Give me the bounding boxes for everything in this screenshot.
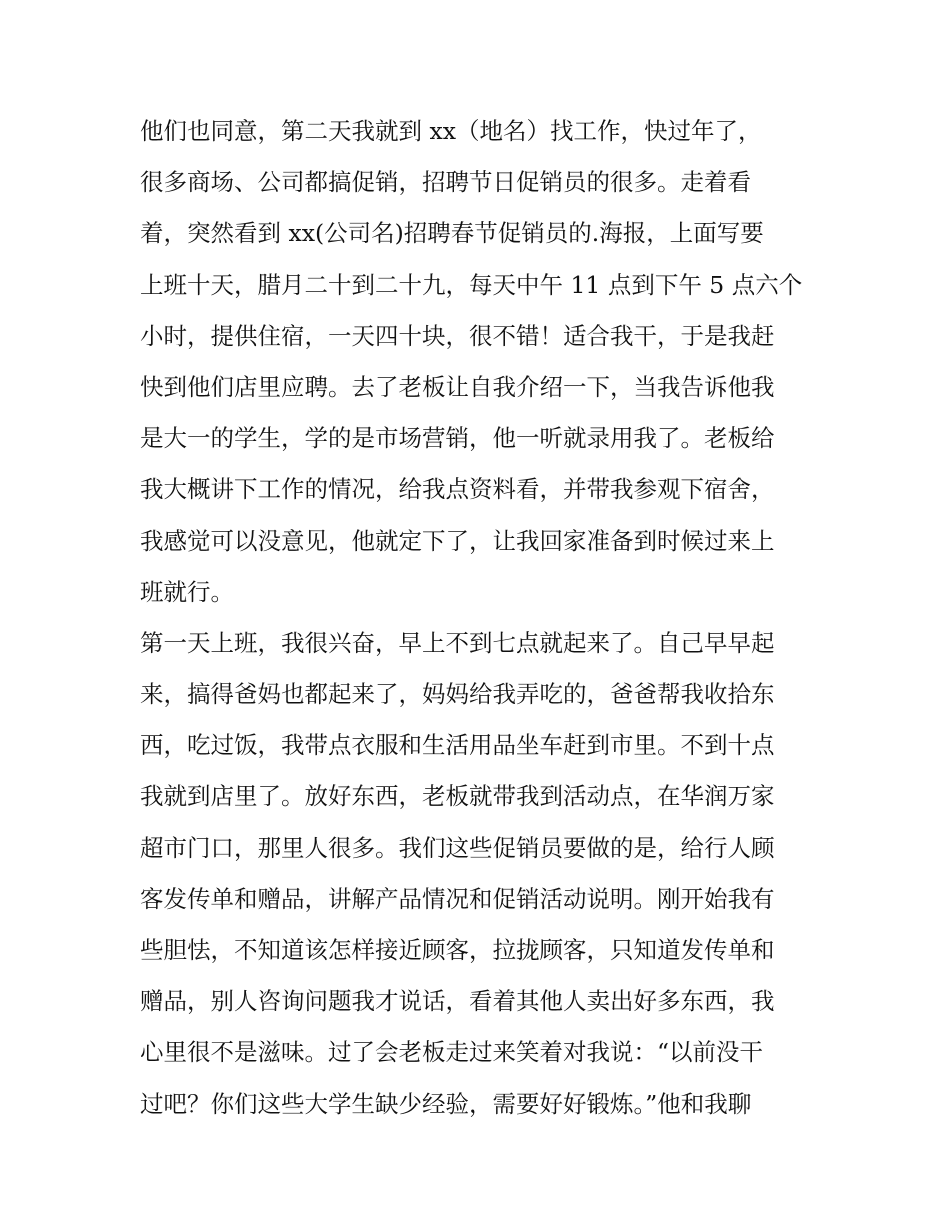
text-line: 超市门口，那里人很多。我们这些促销员要做的是，给行人顾 bbox=[140, 833, 775, 862]
text-line: 赠品，别人咨询问题我才说话，看着其他人卖出好多东西，我 bbox=[140, 987, 775, 1016]
text-line: 我大概讲下工作的情况，给我点资料看，并带我参观下宿舍， bbox=[140, 475, 775, 504]
text-line: 上班十天，腊月二十到二十九，每天中午 11 点到下午 5 点六个 bbox=[140, 270, 803, 299]
text-line: 第一天上班，我很兴奋，早上不到七点就起来了。自己早早起 bbox=[140, 628, 775, 657]
text-line: 很多商场、公司都搞促销，招聘节日促销员的很多。走着看 bbox=[140, 168, 751, 197]
text-line: 客发传单和赠品，讲解产品情况和促销活动说明。刚开始我有 bbox=[140, 884, 775, 913]
text-line: 西，吃过饭，我带点衣服和生活用品坐车赶到市里。不到十点 bbox=[140, 731, 775, 760]
text-line: 小时，提供住宿，一天四十块，很不错！适合我干，于是我赶 bbox=[140, 321, 775, 350]
text-line: 着，突然看到 xx(公司名)招聘春节促销员的.海报，上面写要 bbox=[140, 219, 764, 248]
text-line: 我感觉可以没意见，他就定下了，让我回家准备到时候过来上 bbox=[140, 526, 775, 555]
body-text bbox=[140, 106, 820, 1130]
text-line: 是大一的学生，学的是市场营销，他一听就录用我了。老板给 bbox=[140, 424, 775, 453]
text-line: 班就行。 bbox=[140, 577, 234, 606]
text-line: 来，搞得爸妈也都起来了，妈妈给我弄吃的，爸爸帮我收拾东 bbox=[140, 680, 775, 709]
text-line: 些胆怯，不知道该怎样接近顾客，拉拢顾客，只知道发传单和 bbox=[140, 936, 775, 964]
text-line: 我就到店里了。放好东西，老板就带我到活动点，在华润万家 bbox=[140, 782, 775, 811]
text-line: 快到他们店里应聘。去了老板让自我介绍一下，当我告诉他我 bbox=[140, 372, 775, 401]
text-line: 他们也同意，第二天我就到 xx（地名）找工作，快过年了， bbox=[140, 117, 762, 145]
text-line: 过吧？你们这些大学生缺少经验，需要好好锻炼。”他和我聊 bbox=[140, 1089, 752, 1118]
text-line: 心里很不是滋味。过了会老板走过来笑着对我说：“以前没干 bbox=[140, 1038, 764, 1067]
